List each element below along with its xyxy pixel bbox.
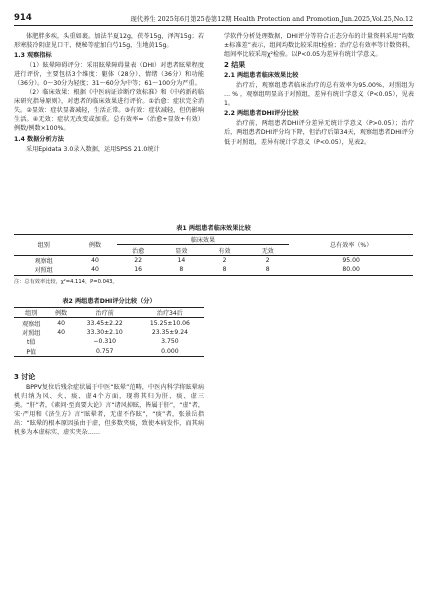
table-header: 例数 (49, 308, 74, 318)
table-row (14, 328, 204, 337)
left-column-top (14, 32, 204, 154)
table-row (14, 318, 204, 328)
table-1-grid (14, 234, 413, 276)
table-cell: 40 (73, 255, 116, 265)
table-2 (14, 296, 204, 357)
table-cell: 40 (73, 265, 116, 275)
table-cell: 40 (57, 328, 65, 336)
right-column-top (224, 32, 414, 147)
table-note: 注：总有效率比较，χ²=4.114，P=0.043。 (14, 278, 118, 285)
table-cell: 对照组 (22, 329, 41, 337)
table-header: 组别 (14, 235, 73, 256)
table-cell: 对照组 (14, 265, 73, 275)
paragraph: BPPV复位后残余症状属于中医“眩晕”范畴，中医内科学将眩晕病机归纳为风、火、痰、虚4个方面，现将其归为肝、痰、虚三类。“肝”者，《素问·至真要大论》言“诸风掉眩，皆属于肝”，“虚”者，宋·严用和《济生方》言“眩晕者，无虚不作眩”，“痰”者，张景岳指出：“眩晕的根本原因虽由于虚，但多数夹痰，致使本病发作，而其病机多为本虚标实、虚实夹杂…… (14, 384, 204, 437)
table-header: 例数 (73, 235, 116, 256)
paragraph: （2）临床效果：根据《中医病证诊断疗效标准》和《中药新药临床研究指导原则》，对患者的临床效果进行评价。①治愈：症状完全消失。②显效：症状显著减轻，生活正常。③有效：症状减轻，但仍影响生活。④无效：症状无改变或加重。总有效率=（治愈+显效+有效）例数/例数×100%。 (14, 89, 204, 133)
table-header: 治疗34后 (136, 308, 204, 318)
section-heading: 1.3 观察指标 (14, 52, 52, 60)
table-1 (14, 223, 413, 285)
table-cell: 33.45±2.22 (74, 318, 136, 328)
table-row (14, 265, 413, 275)
paragraph: 学软件分析处理数据，DHI评分等符合正态分布的计量资料采用“均数±标准差”表示，组间均数比较采用t检验；治疗总有效率等计数资料，组间率比较采用χ²检验。以P<0.05为差异有统计学意义。 (224, 33, 414, 59)
table-cell: 95.00 (289, 255, 413, 265)
table-header: 临床效果 (117, 235, 290, 245)
header-rule (14, 25, 413, 26)
table-cell: 33.30±2.10 (86, 328, 123, 336)
journal-info: 现代养生 2025年6月第25卷第12期 Health Protection and Promotion,Jun.2025,Vol.25,No.12 (130, 16, 413, 23)
section-heading: 1.4 数据分析方法 (14, 135, 64, 143)
left-column-bottom (14, 371, 204, 437)
table-cell: 2 (203, 255, 246, 265)
section-heading: 3 讨论 (14, 373, 36, 381)
table-cell: −0.310 (93, 338, 116, 346)
table-cell: 22 (117, 255, 160, 265)
table-cell (49, 347, 74, 357)
table-cell: P值 (14, 347, 49, 357)
table-header-row (14, 308, 204, 318)
table-header: 总有效率（%） (289, 235, 413, 256)
table-cell: t值 (27, 339, 36, 347)
table-caption: 表1 两组患者临床效果比较 (176, 225, 251, 232)
table-row (14, 337, 204, 346)
table-row (14, 255, 413, 265)
table-cell: 40 (49, 318, 74, 328)
subsection-heading: 2.1 两组患者临床效果比较 (224, 72, 299, 80)
table-cell: 23.35±9.24 (151, 328, 188, 336)
table-cell: 观察组 (14, 255, 73, 265)
table-subheader: 治愈 (132, 247, 145, 255)
table-header: 治疗前 (74, 308, 136, 318)
table-subheader: 无效 (261, 247, 274, 255)
table-subheader: 显效 (175, 247, 188, 255)
table-header: 组别 (14, 308, 49, 318)
subsection-heading: 2.2 两组患者DHI评分比较 (224, 110, 299, 118)
table-cell: 80.00 (289, 265, 413, 275)
paragraph: 体肥胖多疾，头重如裹。加法半夏12g，茯苓15g，泽泻15g；若形寒肢冷阴虚见口干、便秘等症加白芍15g，生地黄15g。 (14, 33, 204, 50)
page-number: 914 (14, 13, 32, 23)
table-cell: 8 (203, 265, 246, 275)
table-cell: 2 (246, 255, 289, 265)
table-cell: 16 (117, 265, 160, 275)
section-heading: 2 结果 (224, 61, 246, 70)
paragraph: （1）眩晕障碍评分：采用眩晕障碍量表（DHI）对患者眩晕程度进行评价，主要包括3个维度：躯体（28分）、情绪（36分）和功能（36分）。0～30分为轻度；31～60分为中等；61～100分为严重。 (14, 62, 204, 88)
table-cell: 15.25±10.06 (136, 318, 204, 328)
paragraph: 采用Epidata 3.0录入数据，运用SPSS 21.0统计 (26, 145, 160, 153)
table-caption: 表2 两组患者DHI评分比较（分） (62, 298, 156, 305)
page-header (14, 11, 413, 23)
table-cell: 8 (160, 265, 203, 275)
table-cell: 0.757 (74, 347, 136, 357)
table-2-grid (14, 307, 204, 357)
table-cell (49, 337, 74, 346)
table-cell: 0.000 (136, 347, 204, 357)
table-cell: 观察组 (14, 318, 49, 328)
table-subheader: 有效 (218, 247, 231, 255)
table-cell: 3.750 (161, 338, 179, 346)
table-row (14, 347, 204, 357)
table-cell: 14 (160, 255, 203, 265)
paragraph: 治疗前，两组患者DHI评分差异无统计学意义（P>0.05）；治疗后，两组患者DHI评分均下降，但治疗后第34天，观察组患者DHI评分低于对照组，差异有统计学意义（P<0.05），见表2。 (224, 120, 414, 146)
paragraph: 治疗后，观察组患者临床治疗的总有效率为95.00%，对照组为 … % ，观察组明显高于对照组，差异有统计学意义（P<0.05），见表1。 (224, 82, 414, 108)
table-cell: 8 (246, 265, 289, 275)
